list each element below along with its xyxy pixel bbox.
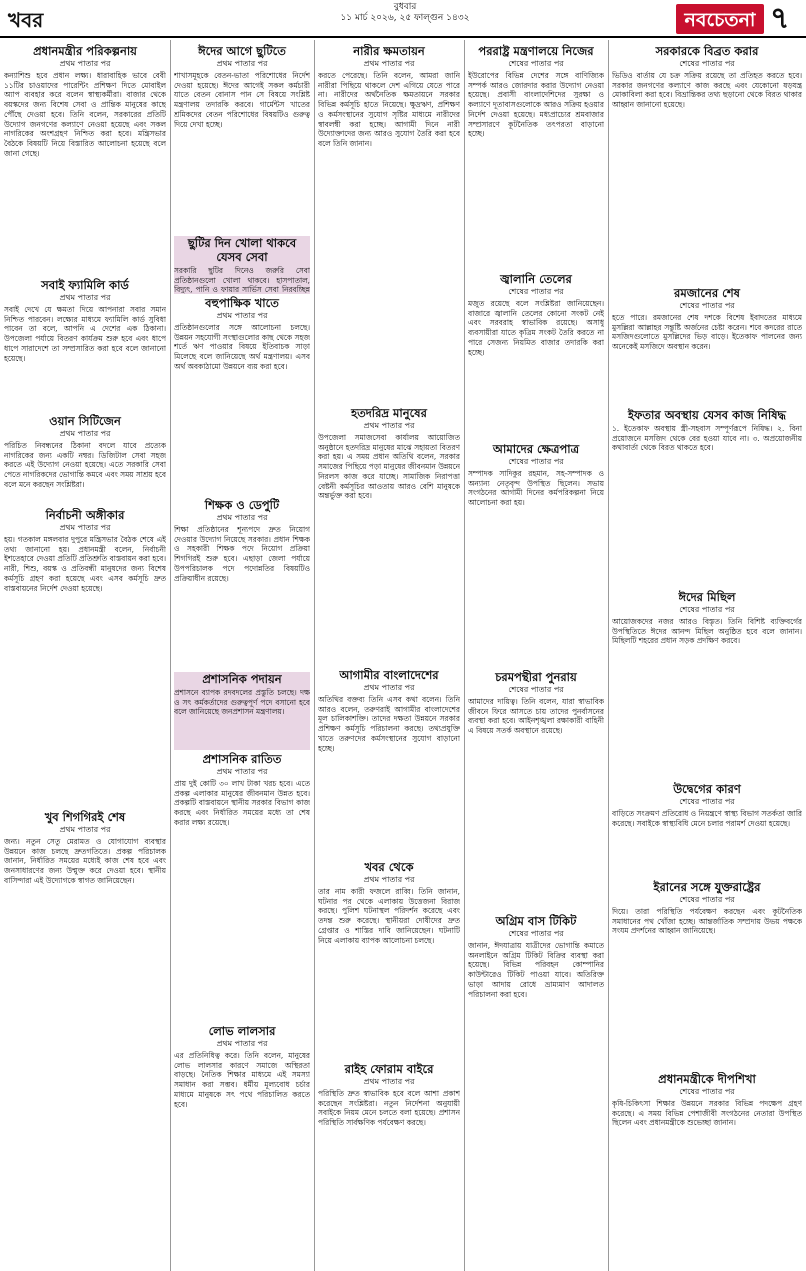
continuation-note: প্রথম পাতার পর [59,293,111,302]
article-body: আমাদের দায়িত্ব। তিনি বলেন, যারা স্বাভাবিক জীবনে ফিরে আসতে চায় তাদের পুনর্বাসনের ব্যবস্থা করা হবে। আইনশৃঙ্খলা রক্ষাকারী বাহিনী এ বিষয়ে সতর্ক অবস্থানে রয়েছে। [468,697,604,736]
article-body: সরকারি ছুটির দিনেও জরুরি সেবা প্রতিষ্ঠানগুলো খোলা থাকবে। হাসপাতাল, বিদ্যুৎ, পানি ও ফায়ার সার্ভিস সেবা নিরবচ্ছিন্ন [174,266,310,294]
continuation-note: শেষের পাতার পর [679,301,735,310]
article [4,810,166,1268]
article-body: ইউরোপের বিভিন্ন দেশের সঙ্গে বাণিজ্যিক সম্পর্ক আরও জোরদার করার উদ্যোগ নেওয়া হয়েছে। প্রবাসী বাংলাদেশিদের সুরক্ষা ও কল্যাণে দূতাবাসগুলোকে আরও সক্রিয় হওয়ার নির্দেশ দেওয়া হয়েছে। মধ্যপ্রাচ্যের শ্রমবাজার সম্প্রসারণে কূটনৈতিক তৎপরতা বাড়ানো হচ্ছে। [468,71,604,139]
article [612,286,802,406]
article-body: শিক্ষা প্রতিষ্ঠানের শূন্যপদে দ্রুত নিয়োগ দেওয়ার উদ্যোগ নিয়েছে সরকার। প্রধান শিক্ষক ও সহকারী শিক্ষক পদে নিয়োগ প্রক্রিয়া শিগগিরই শুরু হবে। এছাড়া জেলা পর্যায়ে উপপরিচালক পদে পদোন্নতির বিষয়টিও প্রক্রিয়াধীন রয়েছে। [174,525,310,583]
article-body: প্রায় দুই কোটি ৩০ লাখ টাকা খরচ হবে। এতে প্রকল্প এলাকার মানুষের জীবনমান উন্নত হবে। প্রকল্পটি বাস্তবায়নে স্থানীয় সরকার বিভাগ কাজ করছে এবং নির্ধারিত সময়ের মধ্যে তা শেষ করার লক্ষ্য রয়েছে। [174,779,310,827]
article [468,670,604,912]
issue-full-date: ১১ মার্চ ২০২৬, ২৫ ফাল্গুন ১৪৩২ [340,13,470,23]
article-body: ১. ইতেকাফ অবস্থায় স্ত্রী-সহবাস সম্পূর্ণরূপে নিষিদ্ধ। ২. বিনা প্রয়োজনে মসজিদ থেকে বের হওয়া যাবে না। ৩. অপ্রয়োজনীয় কথাবার্তা থেকে বিরত থাকতে হবে। [612,424,802,453]
article-body: প্রশাসনে ব্যাপক রদবদলের প্রস্তুতি চলছে। দক্ষ ও সৎ কর্মকর্তাদের গুরুত্বপূর্ণ পদে বসানো হবে বলে জানিয়েছে জনপ্রশাসন মন্ত্রণালয়। [174,688,310,717]
article [174,1024,310,1268]
article [318,668,460,858]
article-headline: আমাদের ক্ষেত্রপাত্র [492,442,580,456]
article-headline: প্রশাসনিক পদায়ন [202,672,282,686]
article-headline: নারীর ক্ষমতায়ন [353,44,425,58]
continuation-note: প্রথম পাতার পর [363,683,415,692]
article-body: সম্পাদক সাদিকুর রহমান, সহ-সম্পাদক ও অন্যান্য নেতৃবৃন্দ উপস্থিত ছিলেন। সভায় সংগঠনের আগামী দিনের কর্মপরিকল্পনা নিয়ে আলোচনা করা হয়। [468,469,604,508]
article [612,44,802,284]
continuation-note: শেষের পাতার পর [679,605,735,614]
article-body: আয়োজকদের নজর আরও বিস্তৃত। তিনি বিশিষ্ট ব্যক্তিবর্গের উপস্থিতিতে ঈদের আনন্দ মিছিল অনুষ্ঠিত হবে বলে জানান। মিছিলটি শহরের প্রধান সড়ক প্রদক্ষিণ করবে। [612,617,802,646]
article-headline: জ্বালানি তেলের [500,272,572,286]
continuation-note: শেষের পাতার পর [508,929,564,938]
article-headline: ঈদের মিছিল [678,590,736,604]
article-headline: সরকারকে বিব্রত করার [655,44,759,58]
continuation-note: শেষের পাতার পর [679,59,735,68]
continuation-note: প্রথম পাতার পর [59,59,111,68]
article-body: ভিডিও বার্তায় যে চক্র সক্রিয় রয়েছে তা প্রতিহত করতে হবে। সরকার জনগণের কল্যাণে কাজ করছে এবং যেকোনো ষড়যন্ত্র মোকাবিলা করা হবে। বিভ্রান্তিকর তথ্য ছড়ানো থেকে বিরত থাকার আহ্বান জানানো হয়েছে। [612,71,802,110]
article-body: অতিথির বক্তব্য তিনি এসব কথা বলেন। তিনি আরও বলেন, তরুণরাই আগামীর বাংলাদেশের মূল চালিকাশক্তি। তাদের দক্ষতা উন্নয়নে সরকার প্রশিক্ষণ কর্মসূচি পরিচালনা করছে। তথ্যপ্রযুক্তি খাতে তরুণদের কর্মসংস্থানের সুযোগ বাড়ানো হচ্ছে। [318,695,460,753]
continuation-note: শেষের পাতার পর [679,1087,735,1096]
article [174,236,310,294]
continuation-note: প্রথম পাতার পর [59,429,111,438]
article [468,272,604,440]
article-body: দিয়ে। তারা পরিস্থিতি পর্যবেক্ষণ করছেন এবং কূটনৈতিক সমাধানের পথ খোঁজা হচ্ছে। আন্তর্জাতিক সম্প্রদায় উভয় পক্ষকে সংযম প্রদর্শনের আহ্বান জানিয়েছে। [612,907,802,936]
article-headline: প্রধানমন্ত্রীকে দীপশিখা [658,1072,756,1086]
article-headline: শিক্ষক ও ডেপুটি [204,498,280,512]
article-headline: খবর থেকে [364,860,414,874]
issue-date [300,2,510,24]
article-body: জানান, ঈদযাত্রায় যাত্রীদের ভোগান্তি কমাতে অনলাইনে অগ্রিম টিকিট বিক্রির ব্যবস্থা করা হয়েছে। বিভিন্ন পরিবহন কোম্পানির কাউন্টারেও টিকিট পাওয়া যাবে। অতিরিক্ত ভাড়া আদায় রোধে ভ্রাম্যমাণ আদালত পরিচালনা করা হবে। [468,941,604,999]
article [174,752,310,1022]
column-divider [314,40,315,1271]
continuation-note: প্রথম পাতার পর [59,825,111,834]
article-headline: নির্বাচনী অঙ্গীকার [45,508,125,522]
article-headline: ইফতার অবস্থায় যেসব কাজ নিষিদ্ধ [628,408,786,422]
article-body: করতে পেরেছে। তিনি বলেন, আমরা জানি নারীরা পিছিয়ে থাকলে দেশ এগিয়ে যেতে পারে না। নারীদের অর্থনৈতিক ক্ষমতায়নে সরকার বিভিন্ন কর্মসূচি হাতে নিয়েছে। ক্ষুদ্রঋণ, প্রশিক্ষণ ও কর্মসংস্থানের সুযোগ সৃষ্টির মাধ্যমে নারীদের স্বাবলম্বী করা হচ্ছে। আগামী দিনে নারী উদ্যোক্তাদের জন্য আরও সুযোগ তৈরি করা হবে বলে তিনি জানান। [318,71,460,148]
article-headline: রাইহ ফোরাম বাইরে [344,1062,434,1076]
continuation-note: প্রথম পাতার পর [216,1039,268,1048]
page-header [0,0,806,40]
article-headline: বহুপাক্ষিক খাতে [205,296,279,310]
article-headline: অগ্রিম বাস টিকিট [495,914,577,928]
article [174,498,310,670]
article-body: সবাই দেখে যে ক্ষমতা দিয়ে আপনারা সবার সমান নিশ্চিত পারবেন। লক্ষ্যের মাধ্যমে ফ্যামিলি কার্ড সুবিধা পাবেন তা বলে, আপনি এ দেশের এক ঠিকানা। উপজেলা পর্যায়ে বিতরণ কার্যক্রম শুরু হবে এবং ধাপে ধাপে সারাদেশে তা সম্প্রসারিত করা হবে বলে জানানো হয়েছে। [4,305,166,363]
article-body: তার নাম কারী ফজলে রাব্বি। তিনি জানান, ঘটনার পর থেকে এলাকায় উত্তেজনা বিরাজ করছে। পুলিশ ঘটনাস্থল পরিদর্শন করেছে এবং তদন্ত শুরু করেছে। স্থানীয়রা দোষীদের দ্রুত গ্রেপ্তার ও শাস্তির দাবি জানিয়েছেন। ঘটনাটি নিয়ে এলাকায় ব্যাপক আলোচনা চলছে। [318,887,460,945]
article [612,782,802,878]
continuation-note: শেষের পাতার পর [679,797,735,806]
article [612,408,802,588]
article [4,508,166,808]
page-number: ৭ [770,1,790,36]
article [612,1072,802,1268]
column-divider [608,40,609,1271]
article-body: হয়। গতকাল মঙ্গলবার দুপুরে মন্ত্রিসভার বৈঠক শেষে এই তথ্য জানানো হয়। প্রধানমন্ত্রী বলেন, নির্বাচনী ইশতেহারে দেওয়া প্রতিটি প্রতিশ্রুতি বাস্তবায়ন করা হবে। নারী, শিশু, বয়স্ক ও প্রতিবন্ধী মানুষদের জন্য বিশেষ কর্মসূচি গ্রহণ করা হয়েছে এবং এসব কর্মসূচি দ্রুত বাস্তবায়নের নির্দেশ দেওয়া হয়েছে। [4,535,166,593]
continuation-note: প্রথম পাতার পর [216,513,268,522]
issue-day: বুধবার [393,2,417,12]
article-body: জন্য। নতুন সেতু মেরামত ও যোগাযোগ ব্যবস্থার উন্নয়নে কাজ চলছে দ্রুতগতিতে। প্রকল্প পরিচালক জানান, নির্ধারিত সময়ের মধ্যেই কাজ শেষ হবে এবং জনসাধারণের জন্য উন্মুক্ত করে দেওয়া হবে। স্থানীয় বাসিন্দারা এই উদ্যোগকে স্বাগত জানিয়েছেন। [4,837,166,885]
continuation-note: প্রথম পাতার পর [216,767,268,776]
article-headline: সবাই ফ্যামিলি কার্ড [41,278,129,292]
article-headline: পররাষ্ট্র মন্ত্রণালয়ে নিজের [478,44,594,58]
article-body: বাড়িতে সংক্রমণ প্রতিরোধ ও নিয়ন্ত্রণে স্বাস্থ্য বিভাগ সতর্কতা জারি করেছে। সবাইকে স্বাস্থ্যবিধি মেনে চলার পরামর্শ দেওয়া হয়েছে। [612,809,802,828]
continuation-note: শেষের পাতার পর [508,457,564,466]
article [318,406,460,666]
article-headline: লোভ লালসার [208,1024,276,1038]
article [318,1062,460,1268]
article-headline: প্রশাসনিক রাতিত [202,752,282,766]
continuation-note: প্রথম পাতার পর [363,1077,415,1086]
article [612,880,802,1070]
article-body: কন্যাশিশু হবে প্রধান লক্ষ্য। ধারাবাহিক ভাবে বেবী ১১টির চাওয়াদের পারেন্টিং প্রশিক্ষণ দিতে মোবাইল অ্যাপ ব্যবহার করে বলেন স্বাস্থ্যকর্মীরা। বাজার থেকে বয়স্কদের জন্য বিশেষ সেবা ও প্রান্তিক মানুষের কাছে পৌঁছে দেওয়া হবে। তিনি বলেন, সরকারের প্রতিটি উদ্যোগ জনগণের কল্যাণে নেওয়া হয়েছে এবং সকল নাগরিকের অংশগ্রহণ নিশ্চিত করা হবে। মন্ত্রিসভার বৈঠকে বিষয়টি নিয়ে বিস্তারিত আলোচনা হয়েছে বলে জানা গেছে। [4,71,166,158]
article-headline: রমজানের শেষ [674,286,740,300]
article-headline: খুব শিগগিরই শেষ [44,810,126,824]
article-headline: হতদরিদ্র মানুষের [351,406,427,420]
article [612,590,802,780]
continuation-note: প্রথম পাতার পর [363,421,415,430]
article-headline: ছুটির দিন খোলা থাকবে যেসব সেবা [187,236,297,264]
article-body: এর প্রতিনিধিত্ব করে। তিনি বলেন, মানুষের লোভ লালসার কারণে সমাজে অস্থিরতা বাড়ছে। নৈতিক শিক্ষার মাধ্যমে এই সমস্যা সমাধান করা সম্ভব। ধর্মীয় মূল্যবোধ চর্চার মাধ্যমে মানুষকে সৎ পথে পরিচালিত করতে হবে। [174,1051,310,1109]
article-headline: ওয়ান সিটিজেন [49,414,121,428]
column-divider [170,40,171,1271]
article [174,672,310,750]
article [4,414,166,506]
continuation-note: শেষের পাতার পর [508,685,564,694]
article [468,442,604,668]
article-body: শাখাসমূহকে বেতন-ভাতা পরিশোধের নির্দেশ দেওয়া হয়েছে। ঈদের আগেই সকল কর্মচারী যাতে বেতন বোনাস পান সে বিষয়ে সংশ্লিষ্ট মন্ত্রণালয় তদারকি করবে। গার্মেন্টস খাতের শ্রমিকদের বেতন পরিশোধের বিষয়টিও গুরুত্ব দিয়ে দেখা হচ্ছে। [174,71,310,129]
article-body: পরিস্থিতি দ্রুত স্বাভাবিক হবে বলে আশা প্রকাশ করেছেন সংশ্লিষ্টরা। নতুন নির্দেশনা অনুযায়ী সবাইকে নিয়ম মেনে চলতে বলা হয়েছে। প্রশাসন পরিস্থিতি সার্বক্ষণিক পর্যবেক্ষণ করছে। [318,1089,460,1128]
article-body: পরিচিত নিবন্ধনের ঠিকানা বদলে যাবে প্রত্যেক নাগরিকের জন্য একটি নম্বর। ডিজিটাল সেবা সহজ করতে এই উদ্যোগ নেওয়া হয়েছে। এতে সরকারি সেবা পেতে নাগরিকদের ভোগান্তি কমবে এবং সময় সাশ্রয় হবে বলে মনে করছেন সংশ্লিষ্টরা। [4,441,166,489]
article-headline: আগামীর বাংলাদেশের [339,668,439,682]
article [4,44,166,276]
article [468,914,604,1268]
article-body: মজুত রয়েছে বলে সংশ্লিষ্টরা জানিয়েছেন। বাজারে জ্বালানি তেলের কোনো সংকট নেই এবং সরবরাহ স্বাভাবিক রয়েছে। অসাধু ব্যবসায়ীরা যাতে কৃত্রিম সংকট তৈরি করতে না পারে সেজন্য নিয়মিত বাজার তদারকি করা হচ্ছে। [468,299,604,357]
column-divider [464,40,465,1271]
continuation-note: শেষের পাতার পর [508,59,564,68]
continuation-note: প্রথম পাতার পর [363,875,415,884]
continuation-note: শেষের পাতার পর [679,895,735,904]
continuation-note: শেষের পাতার পর [508,287,564,296]
article-body: উপজেলা সমাজসেবা কার্যালয় আয়োজিত অনুষ্ঠানে হতদরিদ্র মানুষের মাঝে সহায়তা বিতরণ করা হয়। এ সময় প্রধান অতিথি বলেন, সরকার সমাজের পিছিয়ে পড়া মানুষের জীবনমান উন্নয়নে নিরলস কাজ করে যাচ্ছে। সামাজিক নিরাপত্তা বেষ্টনী কর্মসূচির আওতায় আরও বেশি মানুষকে অন্তর্ভুক্ত করা হবে। [318,433,460,501]
article-body: হতে পারে। রমজানের শেষ দশকে বিশেষ ইবাদতের মাধ্যমে মুসল্লিরা আল্লাহর সন্তুষ্টি অর্জনের চেষ্টা করেন। শবে কদরের রাতে মসজিদগুলোতে মুসল্লিদের ভিড় বাড়ে। ইতেকাফ পালনের জন্য অনেকেই মসজিদে অবস্থান করেন। [612,313,802,352]
article-body: প্রতিষ্ঠানগুলোর সঙ্গে আলোচনা চলছে। উন্নয়ন সহযোগী সংস্থাগুলোর কাছ থেকে সহজ শর্তে ঋণ পাওয়ার বিষয়ে ইতিবাচক সাড়া মিলেছে বলে জানিয়েছে অর্থ মন্ত্রণালয়। এসব অর্থ অবকাঠামো উন্নয়নে ব্যয় করা হবে। [174,323,310,371]
section-label: খবর [8,8,44,32]
article-headline: ঈদের আগে ছুটিতে [198,44,286,58]
header-rule [0,36,806,38]
article [174,44,310,234]
article-body: কৃষি-চিকিৎসা শিক্ষার উন্নয়নে সরকার বিভিন্ন পদক্ষেপ গ্রহণ করেছে। এ সময় বিভিন্ন পেশাজীবী সংগঠনের নেতারা উপস্থিত ছিলেন এবং প্রধানমন্ত্রীকে শুভেচ্ছা জানান। [612,1099,802,1128]
article-headline: চরমপন্থীরা পুনরায় [495,670,577,684]
article [318,860,460,1060]
article [318,44,460,404]
continuation-note: প্রথম পাতার পর [363,59,415,68]
article [468,44,604,270]
article [4,278,166,412]
continuation-note: প্রথম পাতার পর [216,59,268,68]
article-headline: উদ্বেগের কারণ [673,782,741,796]
continuation-note: প্রথম পাতার পর [216,311,268,320]
article-headline: ইরানের সঙ্গে যুক্তরাষ্ট্রের [653,880,761,894]
newspaper-logo: নবচেতনা [676,4,764,34]
article [174,296,310,496]
article-headline: প্রধানমন্ত্রীর পরিকল্পনায় [33,44,137,58]
continuation-note: প্রথম পাতার পর [59,523,111,532]
